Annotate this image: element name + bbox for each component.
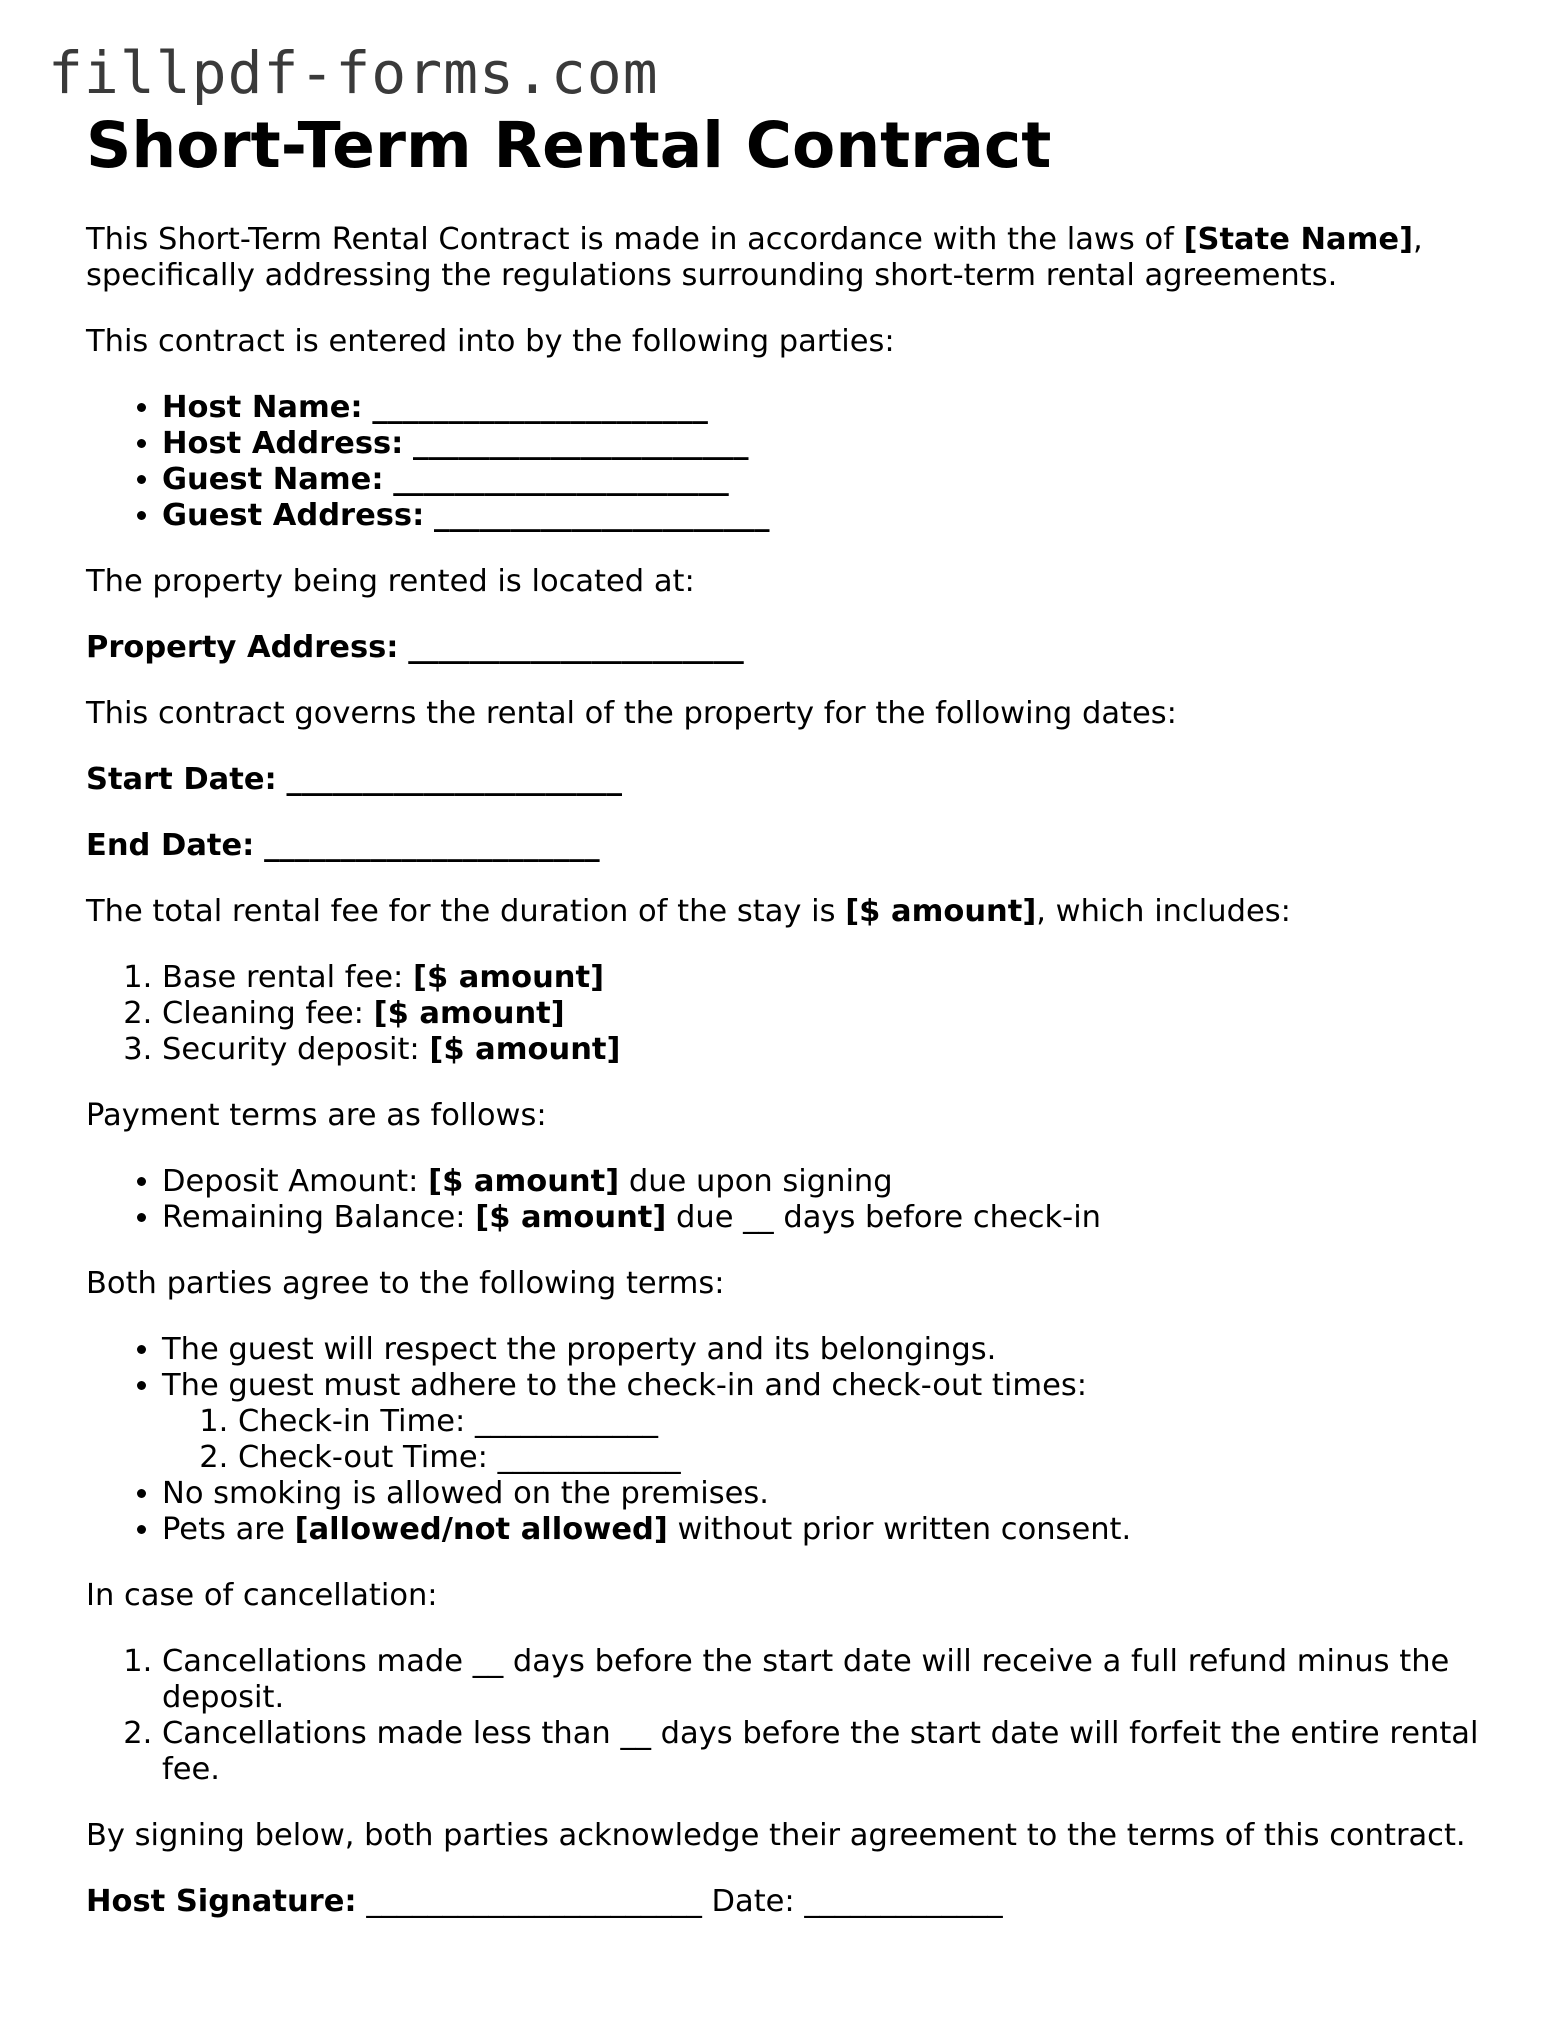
guest-address-field[interactable]: ______________________: [434, 498, 770, 533]
property-intro: The property being rented is located at:: [86, 564, 695, 599]
end-date-field[interactable]: ______________________: [264, 828, 600, 863]
host-address-field[interactable]: ______________________: [413, 426, 749, 461]
fee-item: [162, 960, 1506, 996]
guest-address-label: Guest Address:: [162, 498, 425, 533]
intro-text-before: This Short-Term Rental Contract is made in accordance with the laws of: [86, 222, 1184, 257]
state-name-placeholder: [State Name]: [1183, 222, 1414, 257]
property-address-field[interactable]: ______________________: [408, 630, 744, 665]
term-item-pets: [162, 1512, 1506, 1548]
watermark: fillpdf-forms.com: [48, 39, 659, 107]
payments-list: [86, 1164, 1506, 1236]
fee-amount: [$ amount]: [429, 1032, 621, 1067]
term-item: • The guest will respect the property and its belongings.: [162, 1332, 1506, 1368]
pets-text-after: without prior written consent.: [667, 1512, 1132, 1547]
payment-item: [162, 1200, 1506, 1236]
property-address-line: [86, 630, 1506, 666]
host-name-label: Host Name:: [162, 390, 363, 425]
start-date-line: [86, 762, 1506, 798]
party-item-host-address: [162, 426, 1506, 462]
checkin-time-line: 1. Check-in Time: ____________: [238, 1404, 1506, 1440]
payment-amount: [$ amount]: [428, 1164, 620, 1199]
payment-suffix: due upon signing: [619, 1164, 893, 1199]
payment-item: [162, 1164, 1506, 1200]
party-item-host-name: [162, 390, 1506, 426]
fee-label: Cleaning fee:: [162, 996, 374, 1031]
start-date-label: Start Date:: [86, 762, 277, 797]
parties-intro: This contract is entered into by the following parties:: [86, 324, 895, 359]
start-date-field[interactable]: ______________________: [286, 762, 622, 797]
property-address-label: Property Address:: [86, 630, 399, 665]
party-item-guest-name: [162, 462, 1506, 498]
payment-amount: [$ amount]: [475, 1200, 667, 1235]
cancellations-list: [86, 1644, 1506, 1788]
document-title: Short-Term Rental Contract: [86, 109, 1052, 182]
pets-text-before: Pets are: [162, 1512, 295, 1547]
host-signature-label: Host Signature:: [86, 1884, 357, 1919]
fee-amount: [$ amount]: [373, 996, 565, 1031]
document-body: [86, 110, 1506, 1920]
end-date-label: End Date:: [86, 828, 255, 863]
checkout-time-line: 2. Check-out Time: ____________: [238, 1440, 1506, 1476]
signature-date-field[interactable]: _____________: [804, 1884, 1003, 1919]
fees-list: [86, 960, 1506, 1068]
fee-item: [162, 996, 1506, 1032]
host-address-label: Host Address:: [162, 426, 404, 461]
fee-intro-before: The total rental fee for the duration of the stay is: [86, 894, 846, 929]
fee-intro-after: , which includes:: [1036, 894, 1291, 929]
host-name-field[interactable]: ______________________: [372, 390, 708, 425]
cancellation-intro: In case of cancellation:: [86, 1578, 438, 1613]
pets-choice: [allowed/not allowed]: [294, 1512, 668, 1547]
payment-intro: Payment terms are as follows:: [86, 1098, 547, 1133]
host-signature-field[interactable]: ______________________: [366, 1884, 702, 1919]
times-list: [162, 1404, 1506, 1476]
payment-suffix: due __ days before check-in: [666, 1200, 1101, 1235]
term-item: • No smoking is allowed on the premises.: [162, 1476, 1506, 1512]
fee-label: Security deposit:: [162, 1032, 430, 1067]
total-fee-amount: [$ amount]: [845, 894, 1037, 929]
intro-text-after: , specifically addressing the regulations surrounding short-term rental agreements.: [86, 222, 1423, 293]
fee-item: [162, 1032, 1506, 1068]
end-date-line: [86, 828, 1506, 864]
term-times-text: The guest must adhere to the check-in and check-out times:: [162, 1368, 1088, 1403]
fee-intro: [86, 894, 1506, 930]
party-item-guest-address: [162, 498, 1506, 534]
cancellation-item: 1. Cancellations made __ days before the start date will receive a full refund minus the deposit.: [162, 1644, 1506, 1716]
payment-label: Remaining Balance:: [162, 1200, 476, 1235]
intro-paragraph: [86, 222, 1506, 294]
fee-amount: [$ amount]: [413, 960, 605, 995]
term-item-times: [162, 1368, 1506, 1476]
dates-intro: This contract governs the rental of the property for the following dates:: [86, 696, 1177, 731]
terms-list: [86, 1332, 1506, 1548]
signature-date-label: Date:: [711, 1884, 795, 1919]
cancellation-item: 2. Cancellations made less than __ days before the start date will forfeit the entire rental fee.: [162, 1716, 1506, 1788]
terms-intro: Both parties agree to the following terms:: [86, 1266, 725, 1301]
guest-name-field[interactable]: ______________________: [393, 462, 729, 497]
fee-label: Base rental fee:: [162, 960, 413, 995]
payment-label: Deposit Amount:: [162, 1164, 429, 1199]
parties-list: [86, 390, 1506, 534]
acknowledgement: By signing below, both parties acknowledge their agreement to the terms of this contract.: [86, 1818, 1466, 1853]
guest-name-label: Guest Name:: [162, 462, 384, 497]
signature-line: [86, 1884, 1506, 1920]
